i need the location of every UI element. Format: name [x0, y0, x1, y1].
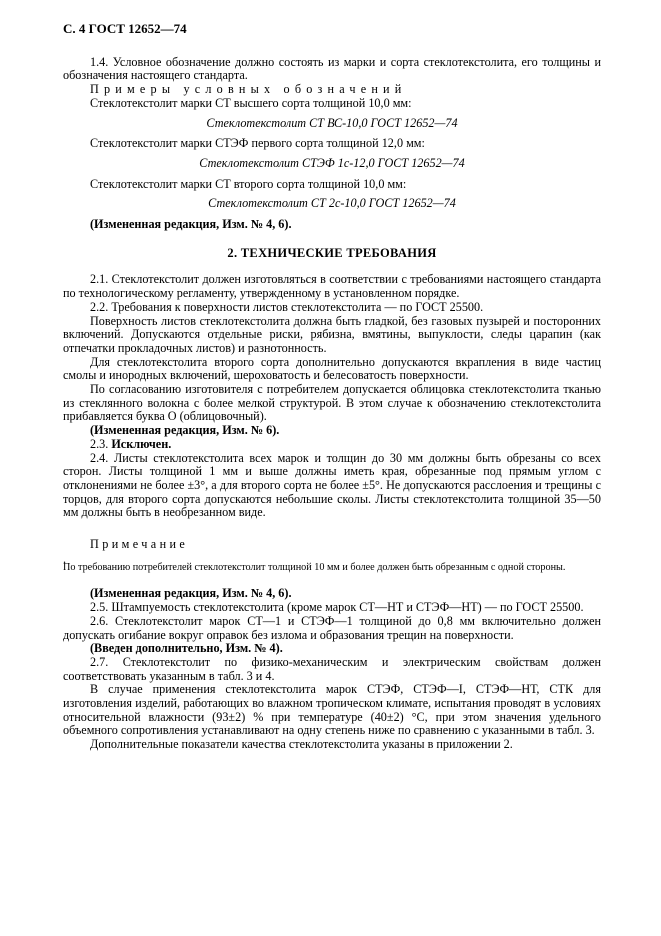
revision-note-4: (Введен дополнительно, Изм. № 4).	[90, 641, 283, 656]
clause-2-1: 2.1. Стеклотекстолит должен изготовляться в соответствии с требованиями настоящего стандарта по технологическому регламенту, утвержденному в установленном порядке.	[63, 272, 601, 301]
clause-2-2-cladding: По согласованию изготовителя с потребителем допускается облицовка стеклотекстолита тканью из стеклянного волокна с более мелкой структурой. В этом случае к обозначению стеклотекстолита прибавляется буква О (облицовочный).	[63, 382, 601, 424]
example-1-code: Стеклотекстолит СТ ВС-10,0 ГОСТ 12652—74	[206, 115, 458, 130]
clause-2-3	[63, 438, 601, 452]
clause-2-6: 2.6. Стеклотекстолит марок СТ—1 и СТЭФ—1 толщиной до 0,8 мм включительно должен допускать огибание вокруг оправок без излома и образования трещин на поверхности.	[63, 613, 601, 642]
revision-note-3: (Измененная редакция, Изм. № 4, 6).	[90, 586, 292, 601]
example-2-code: Стеклотекстолит СТЭФ 1с-12,0 ГОСТ 12652—74	[199, 155, 465, 170]
note-text: По требованию потребителей стеклотекстолит толщиной 10 мм и более должен быть обрезанным с одной стороны.	[63, 561, 566, 573]
clause-2-7: 2.7. Стеклотекстолит по физико-механическим и электрическим свойствам должен соответствовать указанным в табл. 3 и 4.	[63, 654, 601, 683]
clause-2-7-appendix: Дополнительные показатели качества стеклотекстолита указаны в приложении 2.	[90, 737, 513, 752]
clause-1-4: 1.4. Условное обозначение должно состоять из марки и сорта стеклотекстолита, его толщины и обозначения настоящего стандарта.	[63, 54, 601, 83]
example-3-code: Стеклотекстолит СТ 2с-10,0 ГОСТ 12652—74	[208, 196, 456, 211]
example-2-label: Стеклотекстолит марки СТЭФ первого сорта толщиной 12,0 мм:	[90, 136, 425, 151]
clause-2-7-tropical: В случае применения стеклотекстолита марок СТЭФ, СТЭФ—I, СТЭФ—НТ, СТК для изготовления изделий, работающих во влажном тропическом климате, испытания проводят в условиях относительной влажности (93±2) % при температуре (40±2) °С, при этом значения удельного объемного сопротивления устанавливают на одну степень ниже по сравнению с указанными в табл. 3.	[63, 682, 601, 738]
note-dot: .	[63, 551, 67, 566]
example-1-label: Стеклотекстолит марки СТ высшего сорта толщиной 10,0 мм:	[90, 95, 412, 110]
examples-title: Примеры условных обозначений	[90, 82, 407, 97]
note-title: Примечание	[90, 537, 189, 552]
clause-2-2: 2.2. Требования к поверхности листов стеклотекстолита — по ГОСТ 25500.	[90, 299, 484, 314]
clause-2-2-second-grade: Для стеклотекстолита второго сорта дополнительно допускаются вкрапления в виде частиц смолы и инородных включений, шероховатость и белесоватость поверхности.	[63, 354, 601, 383]
clause-2-4: 2.4. Листы стеклотекстолита всех марок и толщин до 30 мм должны быть обрезаны со всех сторон. Листы толщиной 1 мм и выше должны иметь края, обрезанные под прямым углом с отклонениями не более ±3°, а для второго сорта не более ±5°. Не допускаются расслоения и трещины с торцов, для второго сорта допускаются небольшие сколы. Листы стеклотекстолита толщиной 35—50 мм должны быть в необрезанном виде.	[63, 450, 601, 520]
clause-2-3-number: 2.3.	[90, 436, 109, 451]
revision-note-1: (Измененная редакция, Изм. № 4, 6).	[90, 217, 292, 232]
clause-2-5: 2.5. Штампуемость стеклотекстолита (кроме марок СТ—НТ и СТЭФ—НТ) — по ГОСТ 25500.	[90, 600, 584, 615]
clause-2-3-text: Исключен.	[111, 436, 172, 451]
revision-note-2: (Измененная редакция, Изм. № 6).	[90, 423, 280, 438]
document-page	[63, 22, 601, 752]
section-title: 2. ТЕХНИЧЕСКИЕ ТРЕБОВАНИЯ	[227, 245, 437, 260]
clause-2-2-surface: Поверхность листов стеклотекстолита должна быть гладкой, без газовых пузырей и посторонних включений. Допускаются отдельные риски, рябизна, вмятины, выпуклости, следы царапин (как отпечатки прокладочных листов) и разнотонность.	[63, 313, 601, 355]
example-3-label: Стеклотекстолит марки СТ второго сорта толщиной 10,0 мм:	[90, 176, 407, 191]
page-header: С. 4 ГОСТ 12652—74	[63, 21, 187, 36]
